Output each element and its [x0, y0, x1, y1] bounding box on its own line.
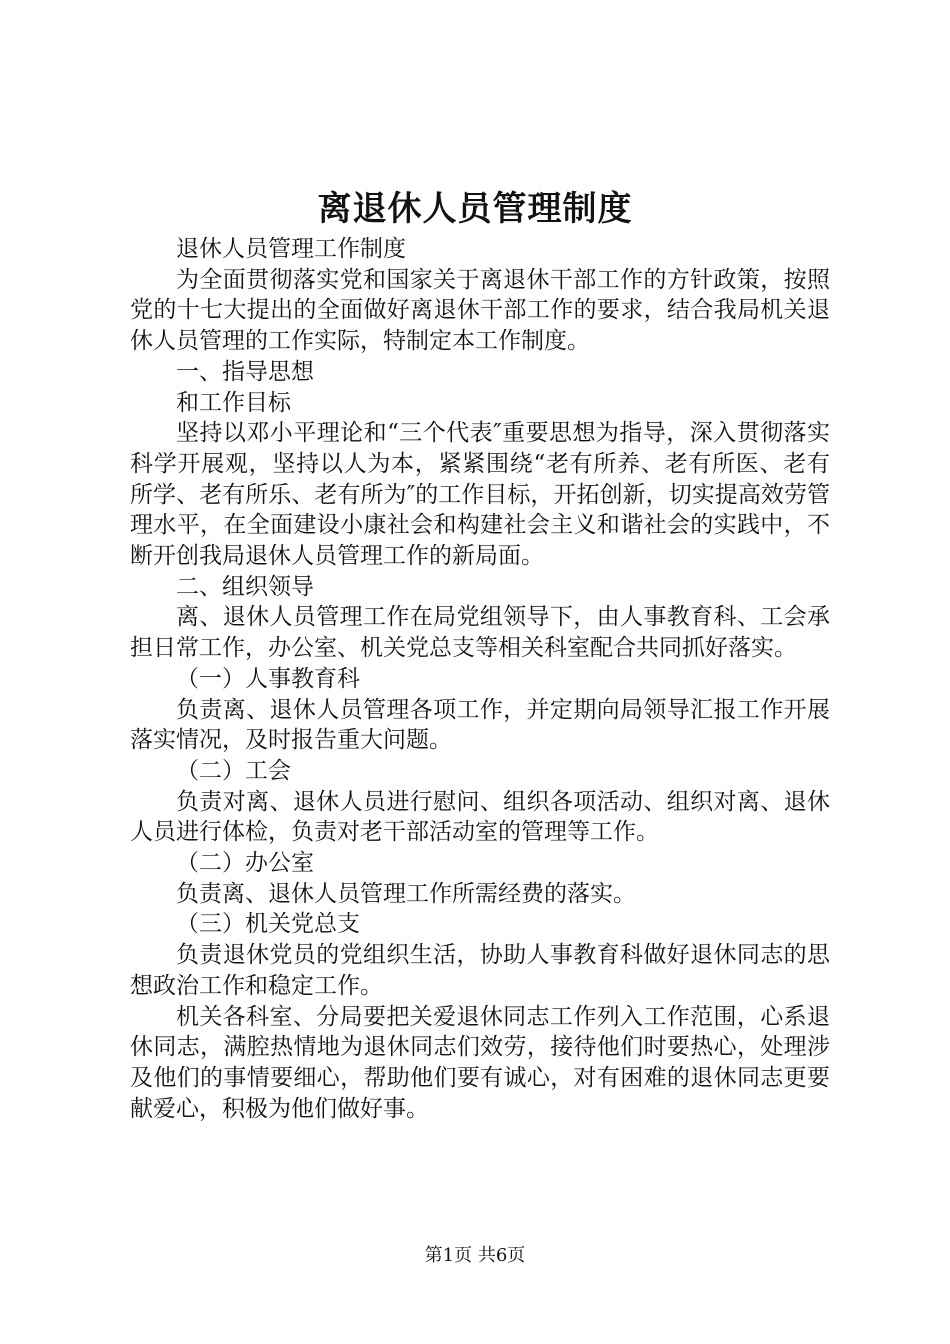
organization-paragraph: 离、退休人员管理工作在局党组领导下，由人事教育科、工会承担日常工作，办公室、机关党总支等相关科室配合共同抓好落实。 — [130, 604, 830, 662]
subsection-heading-party-branch: （三）机关党总支 — [176, 911, 360, 938]
subsection-heading-personnel: （一）人事教育科 — [176, 665, 360, 692]
personnel-paragraph: 负责离、退休人员管理各项工作，并定期向局领导汇报工作开展落实情况，及时报告重大问题。 — [130, 696, 830, 754]
document-title: 离退休人员管理制度 — [317, 189, 633, 229]
office-paragraph: 负责离、退休人员管理工作所需经费的落实。 — [176, 880, 636, 907]
subtitle-paragraph: 退休人员管理工作制度 — [176, 236, 406, 262]
page-indicator: 第1页 共6页 — [424, 1245, 526, 1266]
section-heading-work-goal: 和工作目标 — [176, 389, 291, 416]
guiding-thought-paragraph: 坚持以邓小平理论和“三个代表″重要思想为指导，深入贯彻落实科学开展观，坚持以人为本，紧紧围绕“老有所养、老有所医、老有所学、老有所乐、老有所为″的工作目标，开拓创新，切实提高效劳管理水平，在全面建设小康社会和构建社会主义和谐社会的实践中，不断开创我局退休人员管理工作的新局面。 — [130, 420, 830, 570]
subsection-heading-union: （二）工会 — [176, 757, 291, 784]
party-branch-paragraph: 负责退休党员的党组织生活，协助人事教育科做好退休同志的思想政治工作和稳定工作。 — [130, 942, 830, 999]
closing-paragraph: 机关各科室、分局要把关爱退休同志工作列入工作范围，心系退休同志，满腔热情地为退休同志们效劳，接待他们时要热心，处理涉及他们的事情要细心，帮助他们要有诚心，对有困难的退休同志更要献爱心，积极为他们做好事。 — [130, 1003, 830, 1122]
document-body — [130, 234, 830, 1124]
section-heading-organization: 二、组织领导 — [176, 573, 314, 600]
intro-paragraph: 为全面贯彻落实党和国家关于离退休干部工作的方针政策，按照党的十七大提出的全面做好离退休干部工作的要求，结合我局机关退休人员管理的工作实际，特制定本工作制度。 — [130, 266, 830, 355]
section-heading-guiding-thought: 一、指导思想 — [176, 358, 314, 385]
union-paragraph: 负责对离、退休人员进行慰问、组织各项活动、组织对离、退休人员进行体检，负责对老干部活动室的管理等工作。 — [130, 788, 830, 846]
subsection-heading-office: （二）办公室 — [176, 850, 314, 877]
